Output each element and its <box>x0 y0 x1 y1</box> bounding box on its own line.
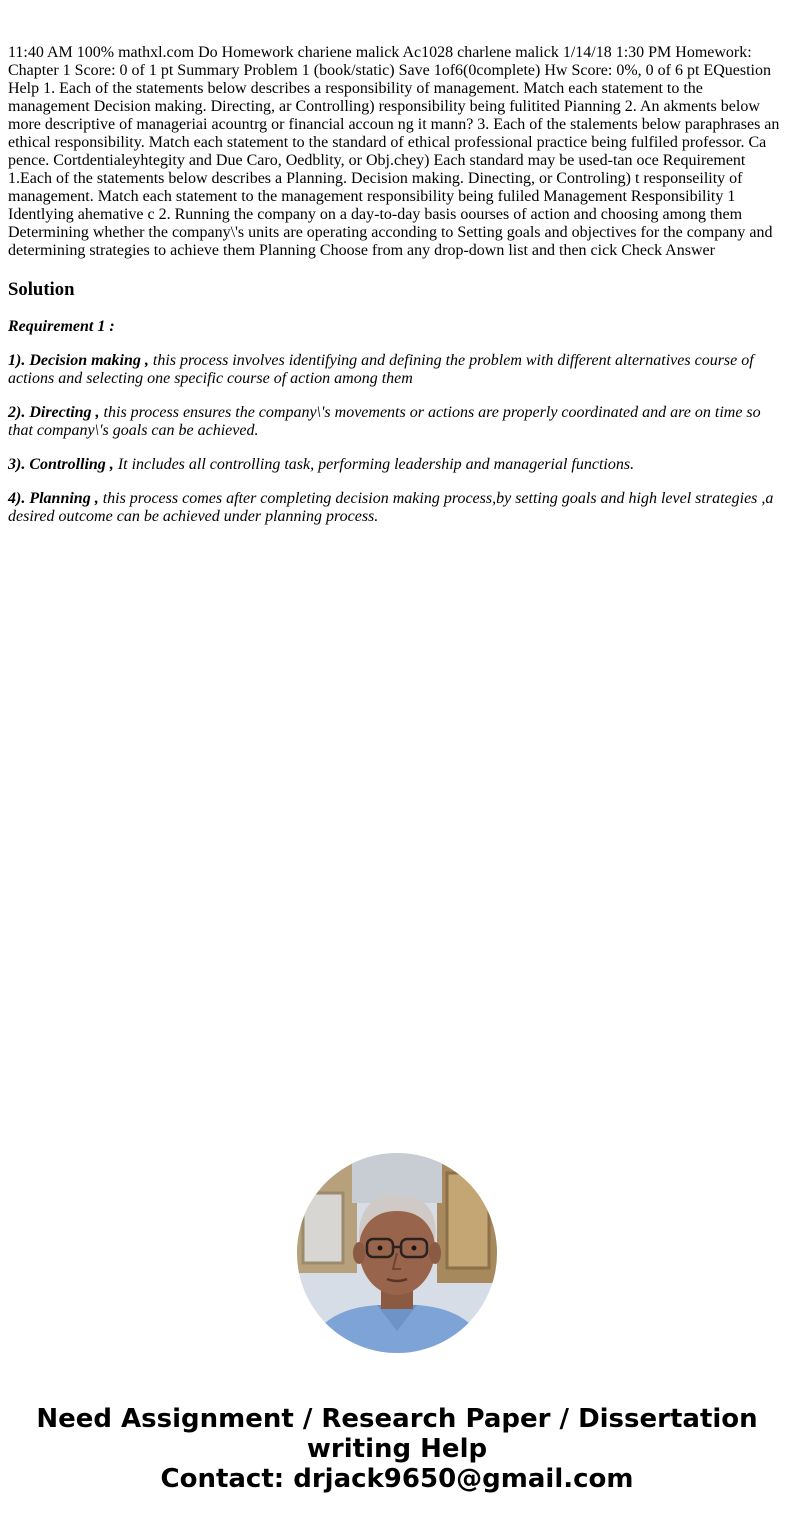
answer-text: this process involves identifying and defining the problem with different alternatives course of actions and selecting one specific course of action among them <box>8 352 754 387</box>
author-avatar <box>297 1153 497 1353</box>
promo-banner <box>0 1404 794 1494</box>
answer-term: 1). Decision making , <box>8 352 149 369</box>
answer-text: It includes all controlling task, performing leadership and managerial functions. <box>113 456 635 473</box>
answer-term: 3). Controlling , <box>8 456 114 473</box>
answer-text: this process comes after completing decision making process,by setting goals and high level strategies ,a desired outcome can be achieved under planning process. <box>8 490 774 525</box>
answer-term: 4). Planning , <box>8 490 99 507</box>
solution-heading: Solution <box>8 279 75 300</box>
answer-text: this process ensures the company\'s movements or actions are properly coordinated and are on time so that company\'s goals can be achieved. <box>8 404 761 439</box>
answer-item-decision-making <box>8 352 786 388</box>
promo-contact: Contact: drjack9650@gmail.com <box>160 1464 634 1494</box>
answer-item-planning <box>8 490 786 526</box>
person-photo-icon <box>297 1153 497 1353</box>
answer-item-controlling <box>8 456 786 474</box>
promo-headline: Need Assignment / Research Paper / Dissertation writing Help <box>36 1404 758 1464</box>
answer-list <box>8 352 786 542</box>
requirement-label: Requirement 1 : <box>8 318 115 335</box>
answer-item-directing <box>8 404 786 440</box>
question-text: 11:40 AM 100% mathxl.com Do Homework chariene malick Ac1028 charlene malick 1/14/18 1:30 PM Homework: Chapter 1 Score: 0 of 1 pt Summary Problem 1 (book/static) Save 1of6(0complete) Hw Score: 0%, 0 of 6 pt EQuestion Help 1. Each of the statements below describes a responsibility of management. Match each statement to the management Decision making. Directing, ar Controlling) responsibility being fulitited Pianning 2. An akments below more descriptive of manageriai acountrg or financial accoun ng it mann? 3. Each of the stalements below paraphrases an ethical responsibility. Match each statement to the standard of ethical professional practice being fulfiled professor. Ca pence. Cortdentialeyhtegity and Due Caro, Oedblity, or Obj.chey) Each standard may be used-tan oce Requirement 1.Each of the statements below describes a Planning. Decision making. Dinecting, or Controling) t responseility of management. Match each statement to the management responsibility being fuliled Management Responsibility 1 Identlying ahemative c 2. Running the company on a day-to-day basis oourses of action and choosing among them Determining whether the company\'s units are operating acconding to Setting goals and objectives for the company and determining strategies to achieve them Planning Choose from any drop-down list and then cick Check Answer <box>8 44 780 259</box>
answer-term: 2). Directing , <box>8 404 100 421</box>
